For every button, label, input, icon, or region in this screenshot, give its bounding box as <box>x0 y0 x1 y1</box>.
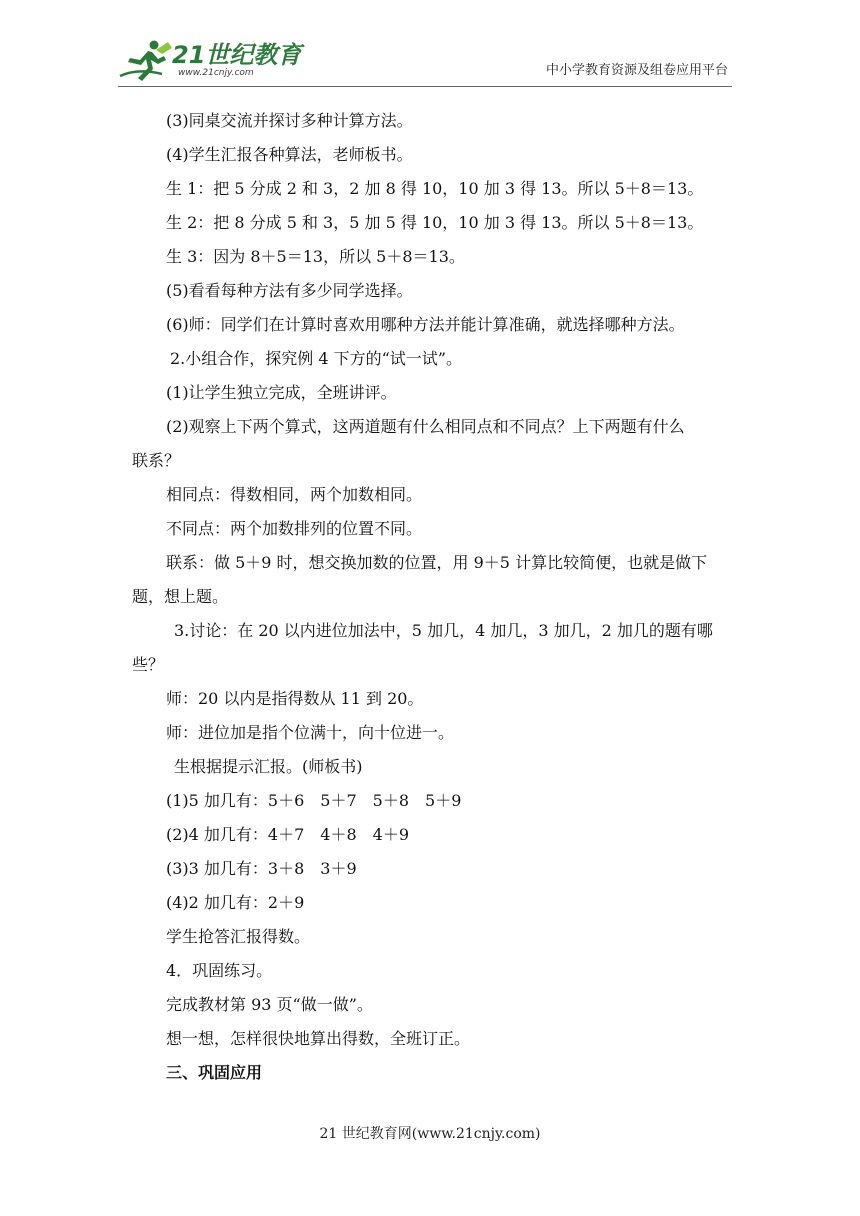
paragraph: (6)师：同学们在计算时喜欢用哪种方法并能计算准确，就选择哪种方法。 <box>166 315 685 334</box>
paragraph: 想一想，怎样很快地算出得数，全班订正。 <box>166 1029 471 1048</box>
paragraph: (3)3 加几有：3＋8 3＋9 <box>166 859 357 878</box>
page-footer: 21 世纪教育网(www.21cnjy.com) <box>319 1126 541 1142</box>
paragraph-line: 3.讨论：在 20 以内进位加法中，5 加几，4 加几，3 加几，2 加几的题有哪 <box>174 621 713 640</box>
paragraph: 完成教材第 93 页“做一做”。 <box>166 995 373 1014</box>
paragraph-line: 联系：做 5＋9 时，想交换加数的位置，用 9＋5 计算比较简便，也就是做下 <box>166 553 708 572</box>
paragraph: (4)2 加几有：2＋9 <box>166 893 305 912</box>
paragraph: (3)同桌交流并探讨多种计算方法。 <box>166 111 413 130</box>
site-logo[interactable] <box>118 38 302 84</box>
paragraph: 相同点：得数相同，两个加数相同。 <box>166 485 423 504</box>
header-divider <box>118 86 732 87</box>
document-body <box>132 104 732 1090</box>
paragraph: 师：进位加是指个位满十，向十位进一。 <box>166 723 455 742</box>
paragraph-line: 联系？ <box>132 451 181 470</box>
logo-url: www.21cnjy.com <box>178 68 254 78</box>
section-heading: 三、巩固应用 <box>166 1063 263 1082</box>
paragraph: (1)让学生独立完成，全班讲评。 <box>166 383 397 402</box>
paragraph: 生根据提示汇报。(师板书) <box>174 757 363 776</box>
paragraph-line: 题，想上题。 <box>132 587 229 606</box>
paragraph: (4)学生汇报各种算法，老师板书。 <box>166 145 413 164</box>
paragraph: 生 3：因为 8＋5＝13，所以 5＋8＝13。 <box>166 247 465 266</box>
paragraph: 2.小组合作，探究例 4 下方的“试一试”。 <box>170 349 462 368</box>
paragraph-multiline <box>132 410 732 478</box>
runner-logo-icon <box>118 38 174 82</box>
logo-title: 21世纪教育 <box>172 41 302 69</box>
page-header <box>0 0 860 92</box>
paragraph: 师：20 以内是指得数从 11 到 20。 <box>166 689 424 708</box>
paragraph: 4．巩固练习。 <box>166 961 273 980</box>
paragraph-multiline <box>132 546 732 614</box>
paragraph: 不同点：两个加数排列的位置不同。 <box>166 519 423 538</box>
paragraph-multiline <box>132 614 732 682</box>
paragraph: (1)5 加几有：5＋6 5＋7 5＋8 5＋9 <box>166 791 462 810</box>
paragraph: (2)4 加几有：4＋7 4＋8 4＋9 <box>166 825 410 844</box>
paragraph-line: (2)观察上下两个算式，这两道题有什么相同点和不同点？上下两题有什么 <box>166 417 685 436</box>
paragraph: (5)看看每种方法有多少同学选择。 <box>166 281 413 300</box>
paragraph: 学生抢答汇报得数。 <box>166 927 311 946</box>
paragraph: 生 2：把 8 分成 5 和 3，5 加 5 得 10，10 加 3 得 13。所以 5＋8＝13。 <box>166 213 704 232</box>
platform-label: 中小学教育资源及组卷应用平台 <box>545 63 728 78</box>
paragraph: 生 1：把 5 分成 2 和 3，2 加 8 得 10，10 加 3 得 13。所以 5＋8＝13。 <box>166 179 704 198</box>
paragraph-line: 些？ <box>132 655 165 674</box>
